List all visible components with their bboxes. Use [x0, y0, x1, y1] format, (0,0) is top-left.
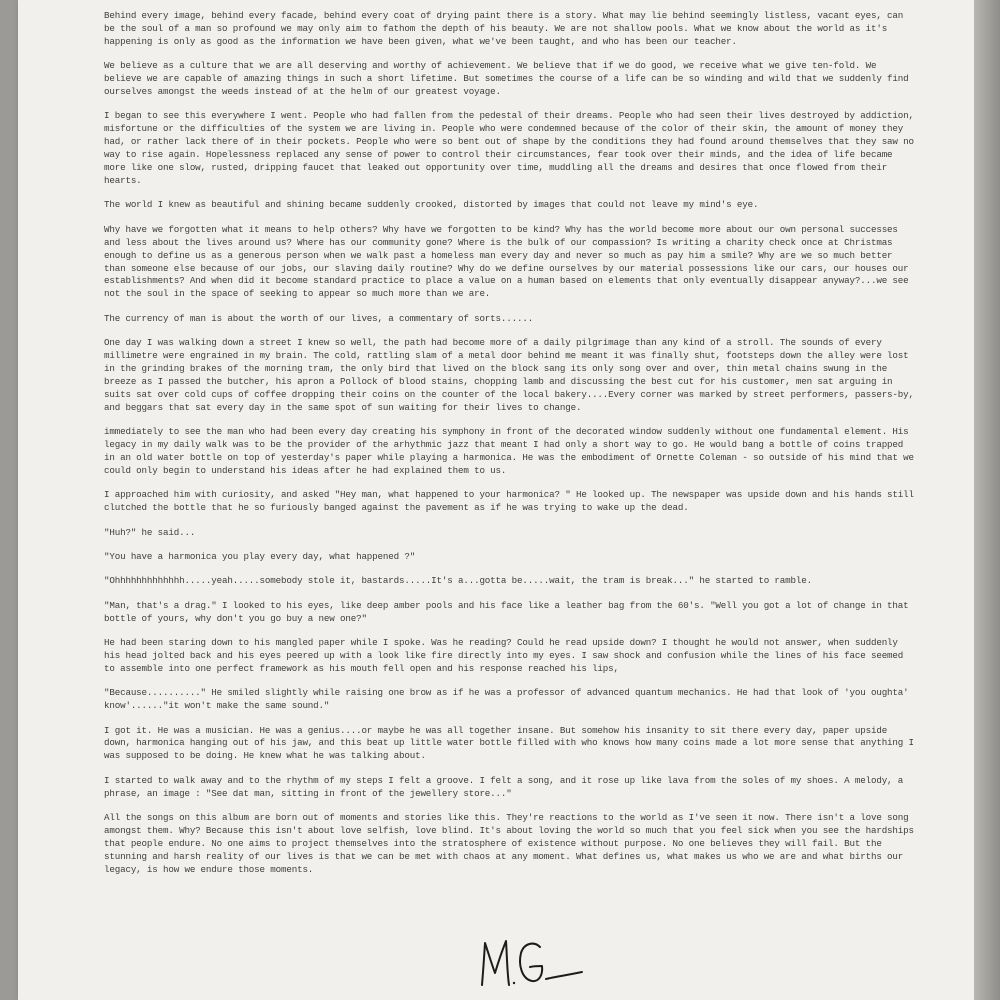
paragraph-16: I got it. He was a musician. He was a genius....or maybe he was all together insane. But somehow his insanity to sit there every day, paper upside down, harmonica hanging out of his jaw, and this beat up little water bottle filled with who knows how many coins made a lot more sense that anything I was supposed to be doing. He knew what he was talking about. — [104, 724, 914, 762]
paragraph-13: "Man, that's a drag." I looked to his eyes, like deep amber pools and his face like a leather bag from the 60's. "Well you got a lot of change in that bottle of yours, why don't you go buy a new one?" — [104, 599, 909, 624]
page-edge-shadow — [974, 0, 1000, 1000]
liner-notes-sheet — [18, 0, 974, 1000]
signature — [476, 935, 586, 991]
paragraph-17: I started to walk away and to the rhythm of my steps I felt a groove. I felt a song, and it rose up like lava from the soles of my shoes. A melody, a phrase, an image : "See dat man, sitting in front of the jewellery store..." — [104, 774, 904, 799]
paragraph-11: "You have a harmonica you play every day, what happened ?" — [104, 550, 416, 562]
letter-body — [104, 10, 914, 888]
paragraph-7: One day I was walking down a street I knew so well, the path had become more of a daily pilgrimage than any kind of a stroll. The sounds of every millimetre were engrained in my brain. The cold, rattling slam of a metal door behind me meant it was finally shut, footsteps down the alley were lost in the grinding brakes of the morning tram, the only bird that lived on the block sang its only song over and over, thin metal chains swung in the breeze as I passed the butcher, his apron a Pollock of blood stains, chopping lamb and discussing the best cut for his customer, men sat arguing in suits sat over cold cups of coffee dropping their coins on the counter of the local bakery....Every corner was marked by street performers, passers-by, and beggars that sat every day in the same spot of sun waiting for their lives to change. — [104, 337, 914, 413]
paragraph-14: He had been staring down to his mangled paper while I spoke. Was he reading? Could he read upside down? I thought he would not answer, when suddenly his head jolted back and his eyes peered up with a look like fire directly into my eyes. I saw shock and confusion while the lines of his face seemed to assemble into one perfect framework as his mouth fell open and his response reached his lips, — [104, 637, 904, 674]
paragraph-1: Behind every image, behind every facade, behind every coat of drying paint there is a story. What may lie behind seemingly listless, vacant eyes, can be the soul of a man so profound we may only aim to fathom the depth of his beauty. We are not shallow pools. What we know about the world as it's happening is only as good as the information we have been given, what we've been taught, and who has been our teacher. — [104, 10, 904, 47]
paragraph-9: I approached him with curiosity, and asked "Hey man, what happened to your harmonica? " He looked up. The newspaper was upside down and his hands still clutched the bottle that he so furiously banged against the pavement as if he was trying to wake up the dead. — [104, 489, 914, 514]
paragraph-2: We believe as a culture that we are all deserving and worthy of achievement. We believe that if we do good, we receive what we give ten-fold. We believe we are capable of amazing things in such a short lifetime. But sometimes the course of a life can be so winding and wild that we suddenly find ourselves amongst the weeds instead of at the helm of our greatest voyage. — [104, 60, 909, 98]
paragraph-12: "Ohhhhhhhhhhhhh.....yeah.....somebody stole it, bastards.....It's a...gotta be.....wait, the tram is break..." he started to ramble. — [104, 575, 812, 587]
paragraph-10: "Huh?" he said... — [104, 526, 196, 538]
paragraph-8: immediately to see the man who had been every day creating his symphony in front of the decorated window suddenly without one fundamental element. His legacy in my daily walk was to be the provider of the arhythmic jazz that meant I had only a short way to go. He would bang a bottle of coins trapped in an old water bottle on top of yesterday's paper while playing a harmonica. He was the embodiment of Ornette Coleman - so outside of his mind that we could only begin to understand his ideas after he had explained them to us. — [104, 426, 914, 476]
paragraph-3: I began to see this everywhere I went. People who had fallen from the pedestal of their dreams. People who had seen their lives destroyed by addiction, misfortune or the difficulties of the system we are living in. People who were condemned because of the color of their skin, the amount of money they had, or rather lack there of in their pockets. People who were so bent out of shape by the conditions they had found around themselves that they saw no way to rise again. Hopelessness replaced any sense of power to control their circumstances, fear took over their minds, and the idea of life became more like one slow, rusted, dripping faucet that leaked out opportunity over time, muddling all the dreams and desires that once flowed from their hearts. — [104, 110, 914, 186]
paragraph-4: The world I knew as beautiful and shining became suddenly crooked, distorted by images that could not leave my mind's eye. — [104, 199, 759, 211]
paragraph-6: The currency of man is about the worth of our lives, a commentary of sorts...... — [104, 312, 534, 324]
paragraph-15: "Because.........." He smiled slightly while raising one brow as if he was a professor of advanced quantum mechanics. He had that look of 'you oughta' know'......"it won't make the same sound." — [104, 687, 909, 712]
paragraph-5: Why have we forgotten what it means to help others? Why have we forgotten to be kind? Why has the world become more about our own personal successes and less about the lives around us? Where has our community gone? Where is the bulk of our compassion? Is writing a charity check once at Christmas enough to define us as a generous person when we walk past a homeless man every day and never so much as pay him a smile? Why are we so much better than someone else because of our jobs, our slaving daily routine? Why do we define ourselves by our material possessions like our cars, our houses our establishments? And when did it become standard practice to place a value on a human based on elements that only eventually disappear anyway?...we see not the soul in the space of seeking to appear so much more than we are. — [104, 223, 909, 300]
paragraph-18: All the songs on this album are born out of moments and stories like this. They're reactions to the world as I've seen it now. There isn't a love song amongst them. Why? Because this isn't about love selfish, love blind. It's about loving the world so much that you feel sick when you see the hardships that people endure. No one aims to project themselves into the stratosphere of existence without purpose. No one believes they will fail. But the stunning and harsh reality of our lives is that we can be met with chaos at any moment. What defines us, what makes us who we are and what births our legacy, is how we endure those moments. — [104, 812, 914, 875]
